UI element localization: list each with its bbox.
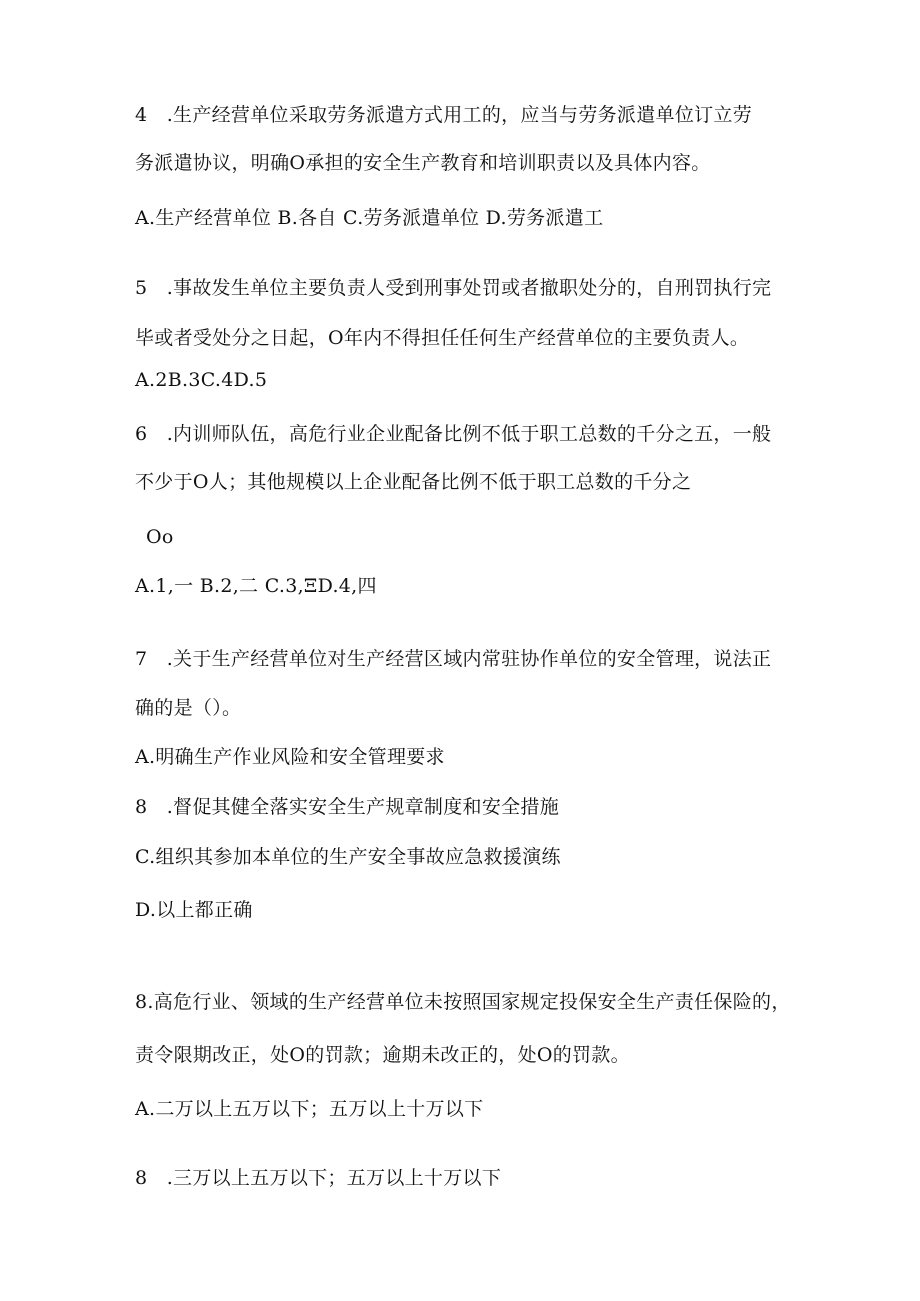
q8-text-line-2: 责令限期改正，处O的罚款；逾期未改正的，处O的罚款。 xyxy=(135,1044,630,1066)
q5-text-line-1: 5 .事故发生单位主要负责人受到刑事处罚或者撤职处分的，自刑罚执行完 xyxy=(135,277,772,299)
q7-option-a: A.明确生产作业风险和安全管理要求 xyxy=(135,746,445,768)
q5-text-line-2: 毕或者受处分之日起，O年内不得担任任何生产经营单位的主要负责人。 xyxy=(135,327,750,349)
q6-text-line-2: 不少于O人；其他规模以上企业配备比例不低于职工总数的千分之 xyxy=(135,471,692,493)
q7-text-line-1: 7 .关于生产经营单位对生产经营区域内常驻协作单位的安全管理，说法正 xyxy=(135,648,772,670)
q8-option-a: A.二万以上五万以下；五万以上十万以下 xyxy=(135,1098,484,1120)
q6-text-line-1: 6 .内训师队伍，高危行业企业配备比例不低于职工总数的千分之五，一般 xyxy=(135,423,772,445)
q4-options: A.生产经营单位 B.各自 C.劳务派遣单位 D.劳务派遣工 xyxy=(135,207,604,229)
q4-text-line-2: 务派遣协议，明确O承担的安全生产教育和培训职责以及具体内容。 xyxy=(135,152,711,174)
q7-option-c: C.组织其参加本单位的生产安全事故应急救援演练 xyxy=(135,846,561,868)
q5-options: A.2B.3C.4D.5 xyxy=(135,369,268,391)
q6-options: A.1,一 B.2,二 C.3,ΞD.4,四 xyxy=(135,575,377,597)
q7-option-b: 8 .督促其健全落实安全生产规章制度和安全措施 xyxy=(135,796,560,818)
q4-text-line-1: 4 .生产经营单位采取劳务派遣方式用工的，应当与劳务派遣单位订立劳 xyxy=(135,104,753,126)
q7-option-d: D.以上都正确 xyxy=(135,899,253,921)
q7-text-line-2: 确的是（）。 xyxy=(135,697,242,719)
q6-text-line-3: Oo xyxy=(146,526,174,548)
q8-option-b: 8 .三万以上五万以下；五万以上十万以下 xyxy=(135,1167,502,1189)
q8-text-line-1: 8.高危行业、领域的生产经营单位未按照国家规定投保安全生产责任保险的， xyxy=(135,991,791,1013)
